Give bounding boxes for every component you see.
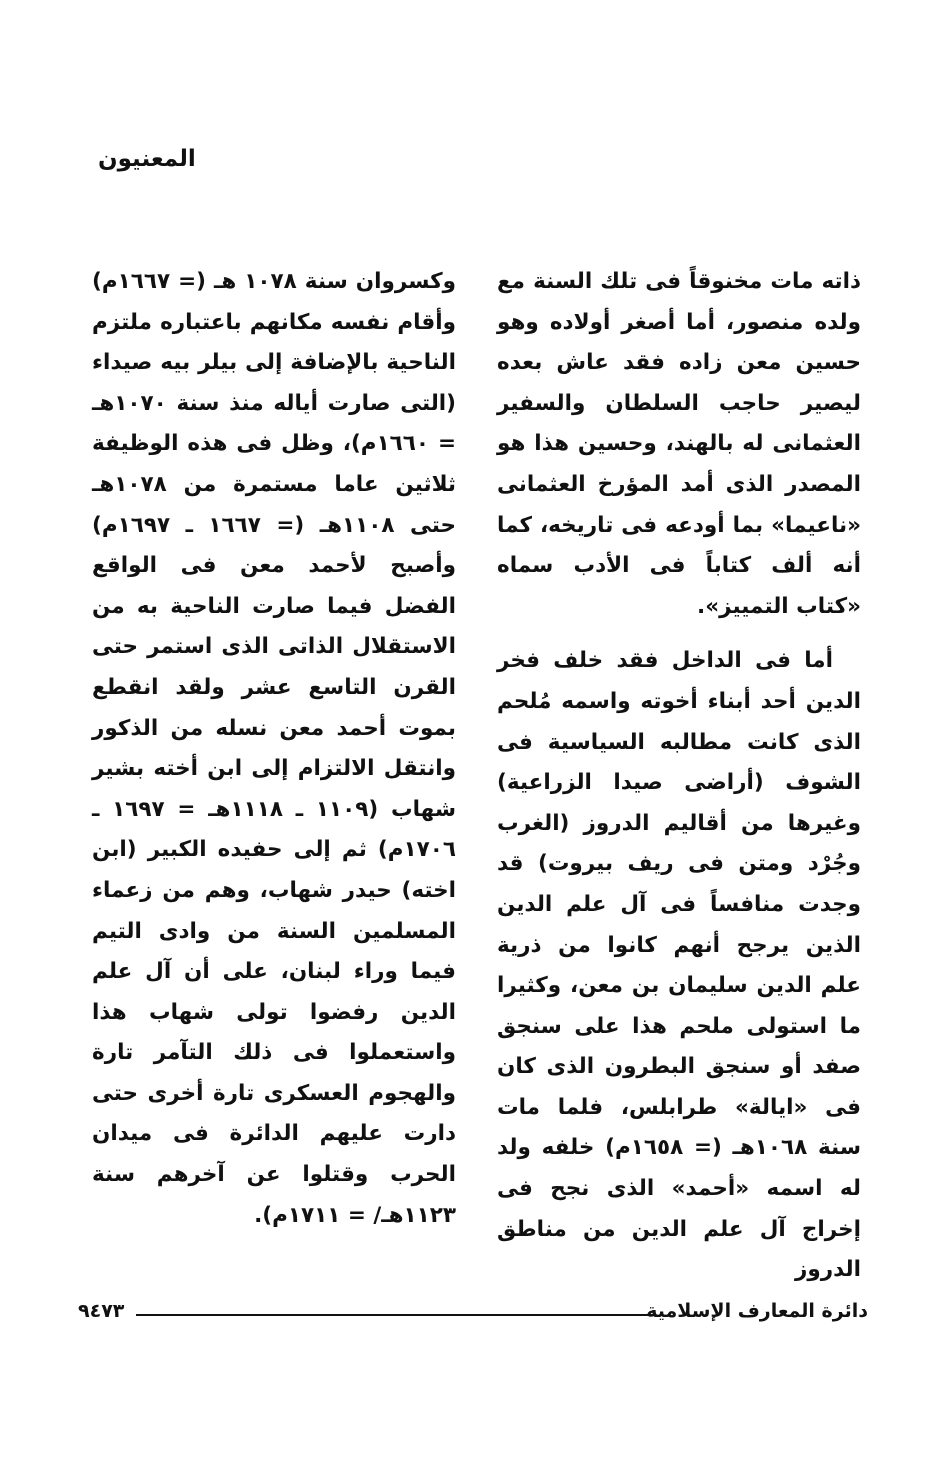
page-footer: [78, 1300, 868, 1330]
paragraph: وكسروان سنة ١٠٧٨ هـ (= ١٦٦٧م) وأقام نفسه مكانهم باعتباره ملتزم الناحية بالإضافة إلى بيلر بيه صيداء (التى صارت أياله منذ سنة ١٠٧٠هـ = ١٦٦٠م)، وظل فى هذه الوظيفة ثلاثين عاما مستمرة من ١٠٧٨هـ حتى ١١٠٨هـ (= ١٦٦٧ ـ ١٦٩٧م) وأصبح لأحمد معن فى الواقع الفضل فيما صارت الناحية به من الاستقلال الذاتى الذى استمر حتى القرن التاسع عشر ولقد انقطع بموت أحمد معن نسله من الذكور وانتقل الالتزام إلى ابن أخته بشير شهاب (١١٠٩ ـ ١١١٨هـ = ١٦٩٧ ـ ١٧٠٦م) ثم إلى حفيده الكبير (ابن اخته) حيدر شهاب، وهم من زعماء المسلمين السنة من وادى التيم فيما وراء لبنان، على أن آل علم الدين رفضوا تولى شهاب هذا واستعملوا فى ذلك التآمر تارة والهجوم العسكرى تارة أخرى حتى دارت عليهم الدائرة فى ميدان الحرب وقتلوا عن آخرهم سنة ١١٢٣هـ/ = ١٧١١م).: [92, 269, 456, 1228]
paragraph: ذاته مات مخنوقاً فى تلك السنة مع ولده منصور، أما أصغر أولاده وهو حسين معن زاده فقد عاش بعده ليصير حاجب السلطان والسفير العثمانى له بالهند، وحسين هذا هو المصدر الذى أمد المؤرخ العثمانى «ناعيما» بما أودعه فى تاريخه، كما أنه ألف كتاباً فى الأدب سماه «كتاب التمييز».: [497, 269, 861, 619]
paragraph: أما فى الداخل فقد خلف فخر الدين أحد أبناء أخوته واسمه مُلحم الذى كانت مطالبه السياسية فى الشوف (أراضى صيدا الزراعية) وغيرها من أقاليم الدروز (الغرب وجُرْد ومتن فى ريف بيروت) قد وجدت منافساً فى آل علم الدين الذين يرجح أنهم كانوا من ذرية علم الدين سليمان بن معن، وكثيرا ما استولى ملحم هذا على سنجق صفد أو سنجق البطرون الذى كان فى «ايالة» طرابلس، فلما مات سنة ١٠٦٨هـ (= ١٦٥٨م) خلفه ولد له اسمه «أحمد» الذى نجح فى إخراج آل علم الدين من مناطق الدروز: [497, 648, 861, 1283]
footer-rule: [136, 1314, 653, 1316]
page-header-title: المعنيون: [98, 146, 196, 172]
left-text-column: [92, 262, 456, 1236]
page-number: ٩٤٧٣: [78, 1300, 125, 1322]
right-text-column: [497, 262, 861, 1291]
footer-journal-title: دائرة المعارف الإسلامية: [646, 1300, 868, 1322]
